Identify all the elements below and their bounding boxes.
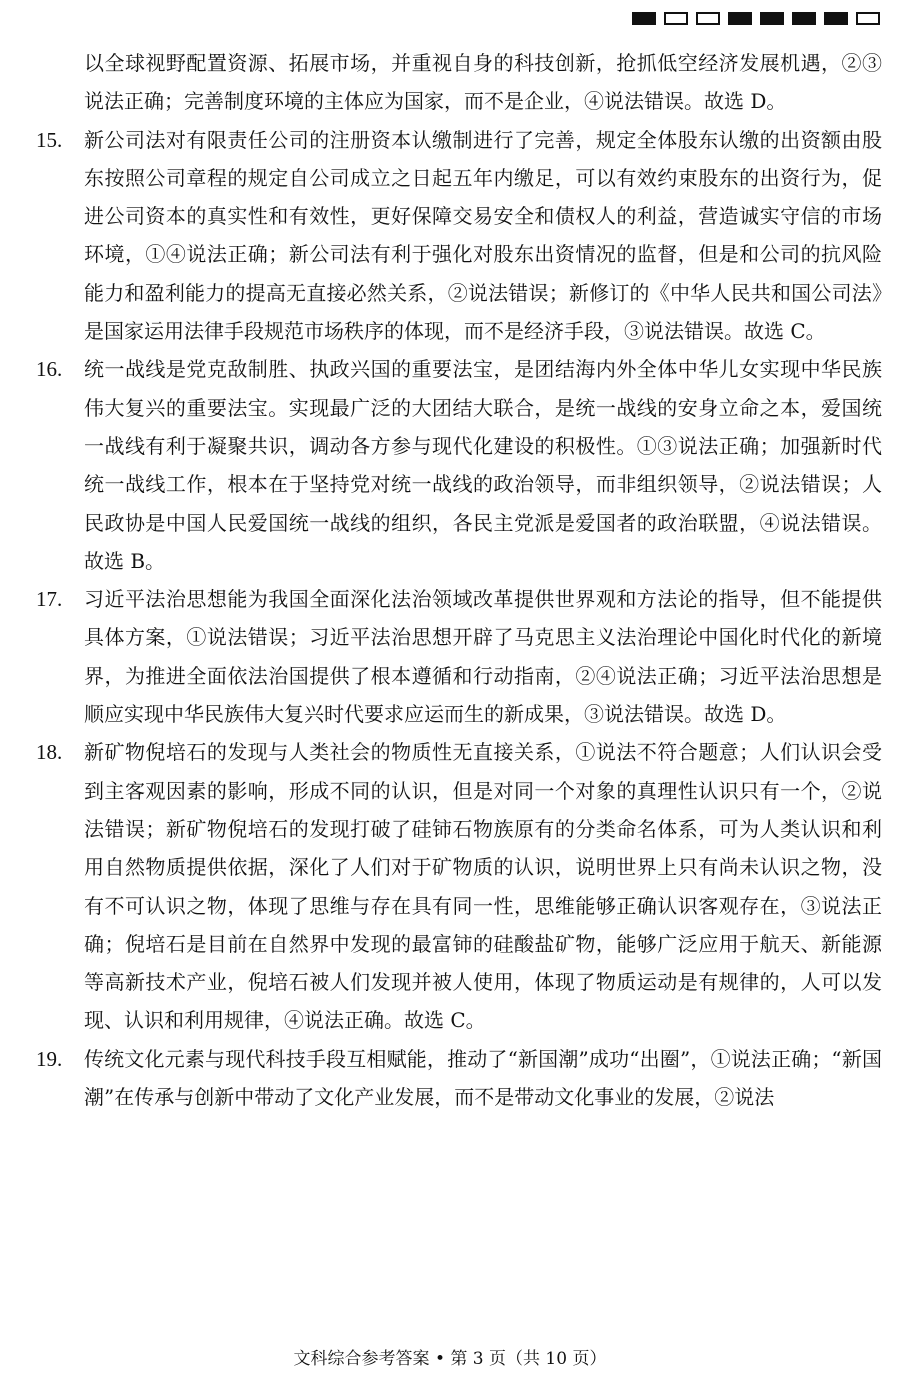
- question-number: 15.: [36, 127, 63, 152]
- header-mark: [632, 12, 656, 25]
- answer-body: [36, 44, 882, 1116]
- answer-paragraph-18: [36, 733, 882, 1039]
- header-mark: [856, 12, 880, 25]
- header-mark: [760, 12, 784, 25]
- question-number: 19.: [36, 1046, 63, 1071]
- header-marks: [632, 12, 880, 25]
- answer-text: 以全球视野配置资源、拓展市场，并重视自身的科技创新，抢抓低空经济发展机遇，②③说法正确；完善制度环境的主体应为国家，而不是企业，④说法错误。故选 D。: [84, 51, 882, 114]
- answer-text: 统一战线是党克敌制胜、执政兴国的重要法宝，是团结海内外全体中华儿女实现中华民族伟大复兴的重要法宝。实现最广泛的大团结大联合，是统一战线的安身立命之本，爱国统一战线有利于凝聚共识，调动各方参与现代化建设的积极性。①③说法正确；加强新时代统一战线工作，根本在于坚持党对统一战线的政治领导，而非组织领导，②说法错误；人民政协是中国人民爱国统一战线的组织，各民主党派是爱国者的政治联盟，④说法错误。故选 B。: [84, 357, 882, 573]
- answer-text: 传统文化元素与现代科技手段互相赋能，推动了“新国潮”成功“出圈”，①说法正确；“新国潮”在传承与创新中带动了文化产业发展，而不是带动文化事业的发展，②说法: [84, 1046, 882, 1110]
- answer-text: 习近平法治思想能为我国全面深化法治领域改革提供世界观和方法论的指导，但不能提供具体方案，①说法错误；习近平法治思想开辟了马克思主义法治理论中国化时代化的新境界，为推进全面依法治国提供了根本遵循和行动指南，②④说法正确；习近平法治思想是顺应实现中华民族伟大复兴时代要求应运而生的新成果，③说法错误。故选 D。: [84, 587, 882, 727]
- answer-paragraph-19: [36, 1040, 882, 1117]
- answer-paragraph-17: [36, 580, 882, 733]
- answer-text: 新公司法对有限责任公司的注册资本认缴制进行了完善，规定全体股东认缴的出资额由股东按照公司章程的规定自公司成立之日起五年内缴足，可以有效约束股东的出资行为，促进公司资本的真实性和有效性，更好保障交易安全和债权人的利益，营造诚实守信的市场环境，①④说法正确；新公司法有利于强化对股东出资情况的监督，但是和公司的抗风险能力和盈利能力的提高无直接必然关系，②说法错误；新修订的《中华人民共和国公司法》是国家运用法律手段规范市场秩序的体现，而不是经济手段，③说法错误。故选 C。: [84, 127, 882, 344]
- answer-paragraph-16: [36, 350, 882, 580]
- header-mark: [792, 12, 816, 25]
- page-footer: 文科综合参考答案 • 第 3 页（共 10 页）: [293, 1349, 607, 1369]
- answer-paragraph-continuation: [36, 44, 882, 121]
- question-number: 16.: [36, 357, 63, 382]
- answer-paragraph-15: [36, 121, 882, 351]
- answer-text: 新矿物倪培石的发现与人类社会的物质性无直接关系，①说法不符合题意；人们认识会受到主客观因素的影响，形成不同的认识，但是对同一个对象的真理性认识只有一个，②说法错误；新矿物倪培石的发现打破了硅铈石物族原有的分类命名体系，可为人类认识和利用自然物质提供依据，深化了人们对于矿物质的认识，说明世界上只有尚未认识之物，没有不可认识之物，体现了思维与存在具有同一性，思维能够正确认识客观存在，③说法正确；倪培石是目前在自然界中发现的最富铈的硅酸盐矿物，能够广泛应用于航天、新能源等高新技术产业，倪培石被人们发现并被人使用，体现了物质运动是有规律的，人可以发现、认识和利用规律，④说法正确。故选 C。: [84, 740, 882, 1033]
- header-mark: [696, 12, 720, 25]
- header-mark: [824, 12, 848, 25]
- question-number: 18.: [36, 740, 63, 765]
- question-number: 17.: [36, 587, 63, 612]
- header-mark: [664, 12, 688, 25]
- header-mark: [728, 12, 752, 25]
